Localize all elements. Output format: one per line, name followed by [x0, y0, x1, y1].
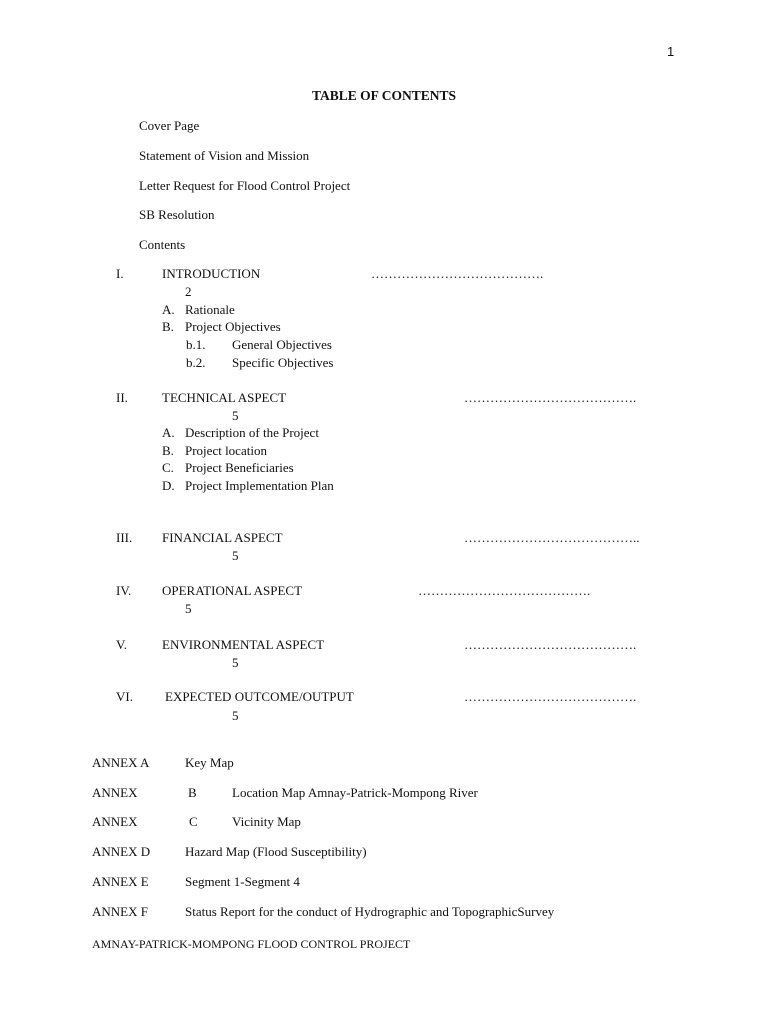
- section-leader-dots: ………………………………….: [464, 390, 637, 405]
- section-number: I.: [116, 266, 124, 281]
- section-leader-dots: ………………………………….: [371, 266, 544, 281]
- annex-label: ANNEX: [92, 814, 138, 829]
- item-project-beneficiaries: Project Beneficiaries: [185, 460, 294, 475]
- annex-a-title: Key Map: [185, 755, 234, 770]
- subitem-label: b.2.: [186, 355, 206, 370]
- item-project-objectives: Project Objectives: [185, 319, 281, 334]
- section-page-number: 5: [232, 548, 239, 563]
- item-letter: D.: [162, 478, 175, 493]
- annex-label: ANNEX E: [92, 874, 149, 889]
- annex-label: ANNEX A: [92, 755, 150, 770]
- annex-letter: C: [189, 814, 198, 829]
- item-implementation-plan: Project Implementation Plan: [185, 478, 334, 493]
- front-item-sb-resolution: SB Resolution: [139, 207, 215, 222]
- section-page-number: 5: [232, 708, 239, 723]
- item-letter: A.: [162, 425, 175, 440]
- annex-b-title: Location Map Amnay-Patrick-Mompong River: [232, 785, 478, 800]
- section-title-financial-aspect: FINANCIAL ASPECT: [162, 530, 283, 545]
- page-title: TABLE OF CONTENTS: [311, 88, 457, 103]
- item-letter: B.: [162, 443, 174, 458]
- section-leader-dots: ………………………………….: [464, 689, 637, 704]
- front-item-cover-page: Cover Page: [139, 118, 200, 133]
- annex-e-title: Segment 1-Segment 4: [185, 874, 300, 889]
- item-letter: A.: [162, 302, 175, 317]
- page-number: 1: [667, 44, 675, 59]
- front-item-letter-request: Letter Request for Flood Control Project: [139, 178, 351, 193]
- subitem-label: b.1.: [186, 337, 206, 352]
- section-title-expected-outcome: EXPECTED OUTCOME/OUTPUT: [165, 689, 354, 704]
- section-leader-dots: …………………………………..: [464, 530, 640, 545]
- section-number: VI.: [116, 689, 133, 704]
- annex-f-title: Status Report for the conduct of Hydrographic and TopographicSurvey: [185, 904, 555, 919]
- section-number: V.: [116, 637, 127, 652]
- item-letter: C.: [162, 460, 174, 475]
- item-project-location: Project location: [185, 443, 267, 458]
- section-number: III.: [116, 530, 133, 545]
- section-number: IV.: [116, 583, 132, 598]
- annex-c-title: Vicinity Map: [232, 814, 301, 829]
- front-item-vision-mission: Statement of Vision and Mission: [139, 148, 310, 163]
- section-leader-dots: ………………………………….: [418, 583, 591, 598]
- section-title-introduction: INTRODUCTION: [162, 266, 261, 281]
- front-item-contents: Contents: [139, 237, 186, 252]
- item-description-of-project: Description of the Project: [185, 425, 319, 440]
- section-title-operational-aspect: OPERATIONAL ASPECT: [162, 583, 303, 598]
- section-title-technical-aspect: TECHNICAL ASPECT: [162, 390, 287, 405]
- annex-label: ANNEX: [92, 785, 138, 800]
- document-footer: AMNAY-PATRICK-MOMPONG FLOOD CONTROL PROJECT: [92, 937, 411, 951]
- section-leader-dots: ………………………………….: [464, 637, 637, 652]
- annex-letter: B: [188, 785, 197, 800]
- section-page-number: 2: [185, 284, 192, 299]
- section-page-number: 5: [232, 655, 239, 670]
- item-letter: B.: [162, 319, 174, 334]
- annex-label: ANNEX F: [92, 904, 148, 919]
- section-page-number: 5: [185, 601, 192, 616]
- subitem-specific-objectives: Specific Objectives: [232, 355, 334, 370]
- section-number: II.: [116, 390, 128, 405]
- section-page-number: 5: [232, 408, 239, 423]
- annex-d-title: Hazard Map (Flood Susceptibility): [185, 844, 367, 859]
- section-title-environmental-aspect: ENVIRONMENTAL ASPECT: [162, 637, 325, 652]
- subitem-general-objectives: General Objectives: [232, 337, 332, 352]
- item-rationale: Rationale: [185, 302, 235, 317]
- annex-label: ANNEX D: [92, 844, 151, 859]
